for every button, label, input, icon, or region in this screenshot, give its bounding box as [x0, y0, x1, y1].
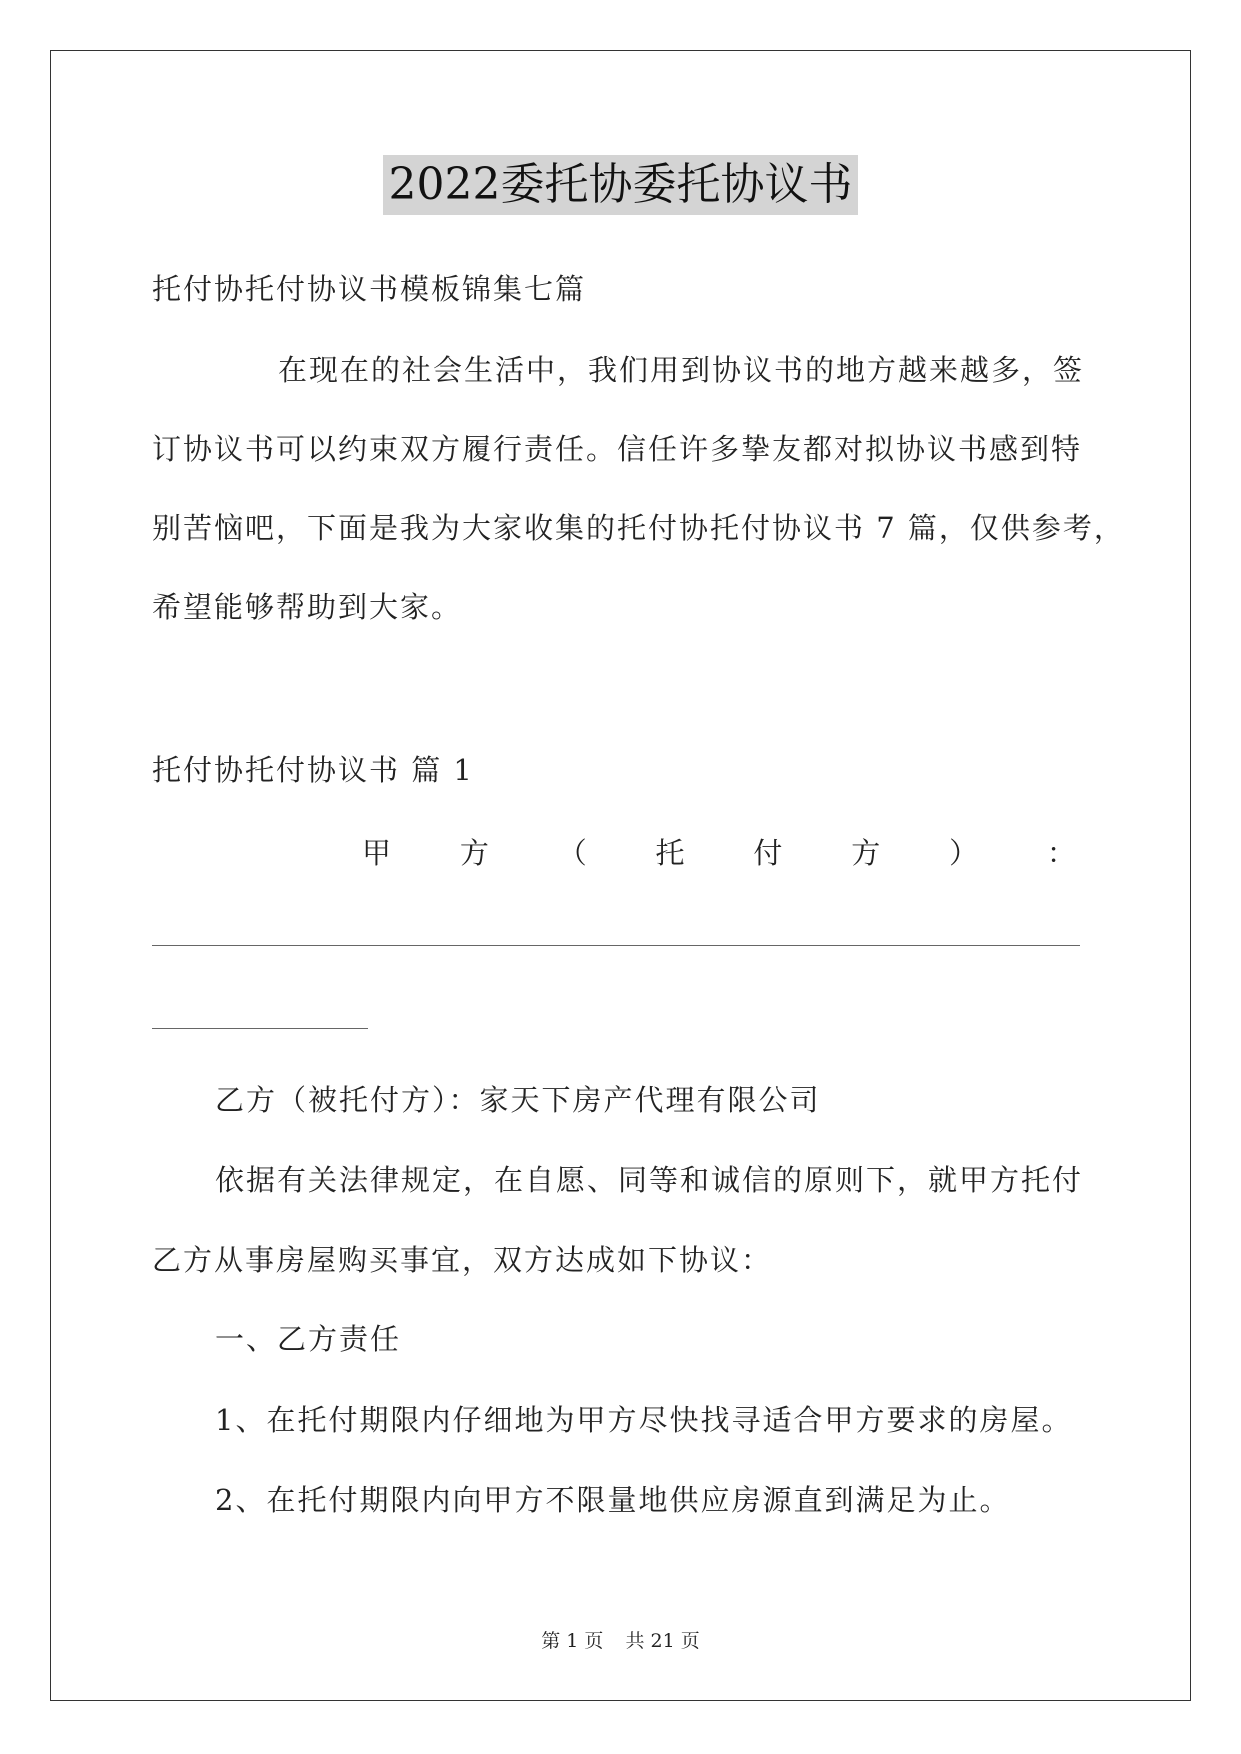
clause-2: 2、在托付期限内向甲方不限量地供应房源直到满足为止。 — [215, 1483, 1011, 1517]
party-a-blank-line-1 — [152, 945, 1080, 946]
party-a-blank-line-2 — [152, 1028, 368, 1029]
party-a-char: 方 — [851, 836, 883, 870]
document-title: 2022委托协委托协议书 — [383, 155, 859, 215]
intro-line-2: 订协议书可以约束双方履行责任。信任许多挚友都对拟协议书感到特 — [152, 432, 1083, 466]
party-a-char: ： — [1046, 836, 1078, 870]
party-a-char: 托 — [655, 836, 687, 870]
clause-1: 1、在托付期限内仔细地为甲方尽快找寻适合甲方要求的房屋。 — [215, 1403, 1073, 1437]
party-b-line: 乙方（被托付方）：家天下房产代理有限公司 — [215, 1083, 821, 1117]
party-a-char: （ — [557, 836, 589, 870]
title-container — [0, 155, 1241, 215]
party-a-char: 方 — [459, 836, 491, 870]
clause-heading: 一、乙方责任 — [215, 1322, 402, 1356]
intro-line-1: 在现在的社会生活中，我们用到协议书的地方越来越多，签 — [278, 353, 1085, 387]
party-a-char: 付 — [753, 836, 785, 870]
page-total: 共 21 页 — [625, 1630, 700, 1652]
basis-line-2: 乙方从事房屋购买事宜，双方达成如下协议： — [152, 1243, 773, 1277]
document-subtitle: 托付协托付协议书模板锦集七篇 — [152, 272, 587, 306]
page-footer — [0, 1629, 1241, 1653]
basis-line-1: 依据有关法律规定，在自愿、同等和诚信的原则下，就甲方托付 — [215, 1163, 1084, 1197]
party-a-label — [362, 833, 1078, 873]
party-a-char: ） — [949, 836, 981, 870]
section-heading: 托付协托付协议书 篇 1 — [152, 753, 474, 787]
intro-line-4: 希望能够帮助到大家。 — [152, 590, 463, 624]
page-number: 第 1 页 — [541, 1630, 604, 1652]
intro-line-3: 别苦恼吧，下面是我为大家收集的托付协托付协议书 7 篇，仅供参考， — [152, 511, 1125, 545]
party-a-char: 甲 — [362, 836, 394, 870]
